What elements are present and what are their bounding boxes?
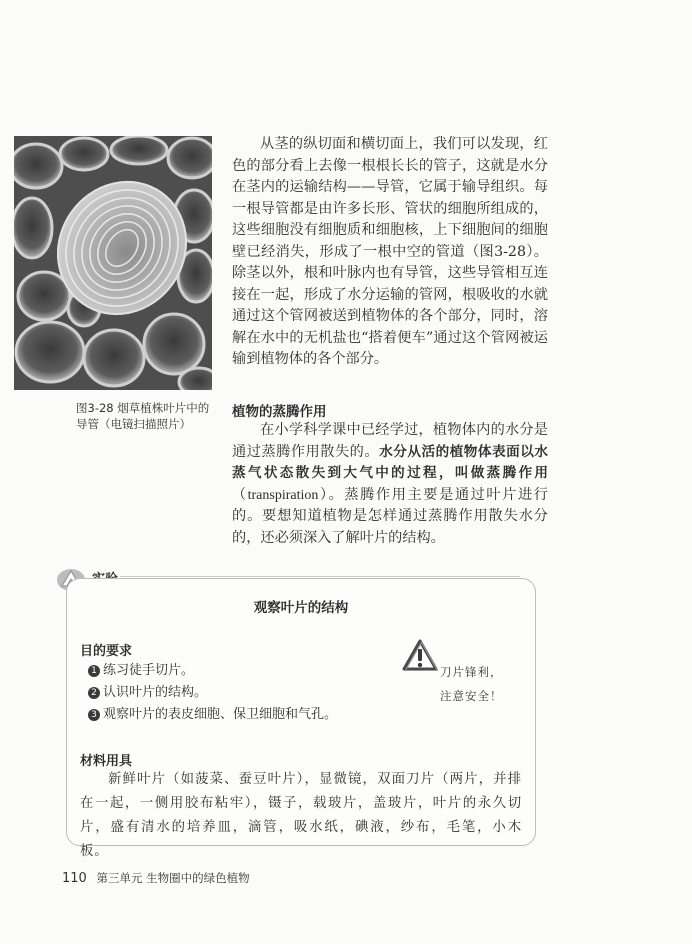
transpiration-paragraph bbox=[232, 420, 548, 549]
transpiration-text-before: 在小学科学课中已经学过，植物体内的水分是通过蒸腾作用散失的。 bbox=[232, 422, 548, 460]
number-badge: 1 bbox=[88, 665, 100, 677]
goals-list bbox=[88, 660, 337, 726]
goal-text: 观察叶片的表皮细胞、保卫细胞和气孔。 bbox=[103, 707, 338, 722]
materials-text: 新鲜叶片（如菠菜、蚕豆叶片），显微镜，双面刀片（两片，并排在一起，一侧用胶布粘牢），镊子，载玻片，盖玻片，叶片的永久切片，盛有清水的培养皿，滴管，吸水纸，碘液，纱布，毛笔，小木板。 bbox=[80, 772, 522, 859]
list-item bbox=[88, 660, 337, 682]
transpiration-term: （transpiration） bbox=[232, 487, 329, 503]
list-item bbox=[88, 682, 337, 704]
materials-heading: 材料用具 bbox=[80, 754, 133, 769]
number-badge: 2 bbox=[88, 687, 100, 699]
number-badge: 3 bbox=[88, 709, 100, 721]
goals-heading: 目的要求 bbox=[80, 644, 133, 659]
figure-caption-line1: 图3-28 烟草植株叶片中的 bbox=[76, 401, 210, 415]
chapter-title: 生物圈中的绿色植物 bbox=[146, 871, 250, 885]
micrograph-image bbox=[14, 136, 212, 390]
experiment-title: 观察叶片的结构 bbox=[253, 600, 349, 616]
transpiration-text-after: 。蒸腾作用主要是通过叶片进行的。要想知道植物是怎样通过蒸腾作用散失水分的，还必须深入了解叶片的结构。 bbox=[232, 486, 548, 546]
figure-caption bbox=[76, 400, 226, 432]
experiment-divider bbox=[120, 576, 520, 577]
unit-label: 第三单元 bbox=[96, 871, 143, 885]
page-footer bbox=[62, 870, 250, 886]
warning-line1: 刀片锋利， bbox=[440, 665, 503, 679]
goal-text: 认识叶片的结构。 bbox=[103, 685, 208, 700]
figure-caption-line2: 导管（电镜扫描照片） bbox=[76, 417, 191, 431]
transpiration-heading: 植物的蒸腾作用 bbox=[232, 404, 327, 420]
intro-paragraph: 从茎的纵切面和横切面上，我们可以发现，红色的部分看上去像一根根长长的管子，这就是水分在茎内的运输结构——导管，它属于输导组织。每一根导管都是由许多长形、管状的细胞所组成的，这些细胞没有细胞质和细胞核，上下细胞间的细胞壁已经消失，形成了一根中空的管道（图3-28）。除茎以外，根和叶脉内也有导管，这些导管相互连接在一起，形成了水分运输的管网，根吸收的水就通过这个管网被送到植物体的各个部分，同时，溶解在水中的无机盐也“搭着便车”通过这个管网被运输到植物体的各个部分。 bbox=[232, 136, 548, 367]
page-number: 110 bbox=[62, 871, 87, 886]
goal-text: 练习徒手切片。 bbox=[103, 663, 195, 678]
warning-icon bbox=[402, 638, 438, 672]
warning-line2: 注意安全！ bbox=[440, 689, 503, 703]
transpiration-definition: 水分从活的植物体表面以水蒸气状态散失到大气中的过程，叫做蒸腾作用 bbox=[232, 443, 548, 481]
list-item bbox=[88, 704, 337, 726]
warning-text bbox=[440, 660, 503, 708]
